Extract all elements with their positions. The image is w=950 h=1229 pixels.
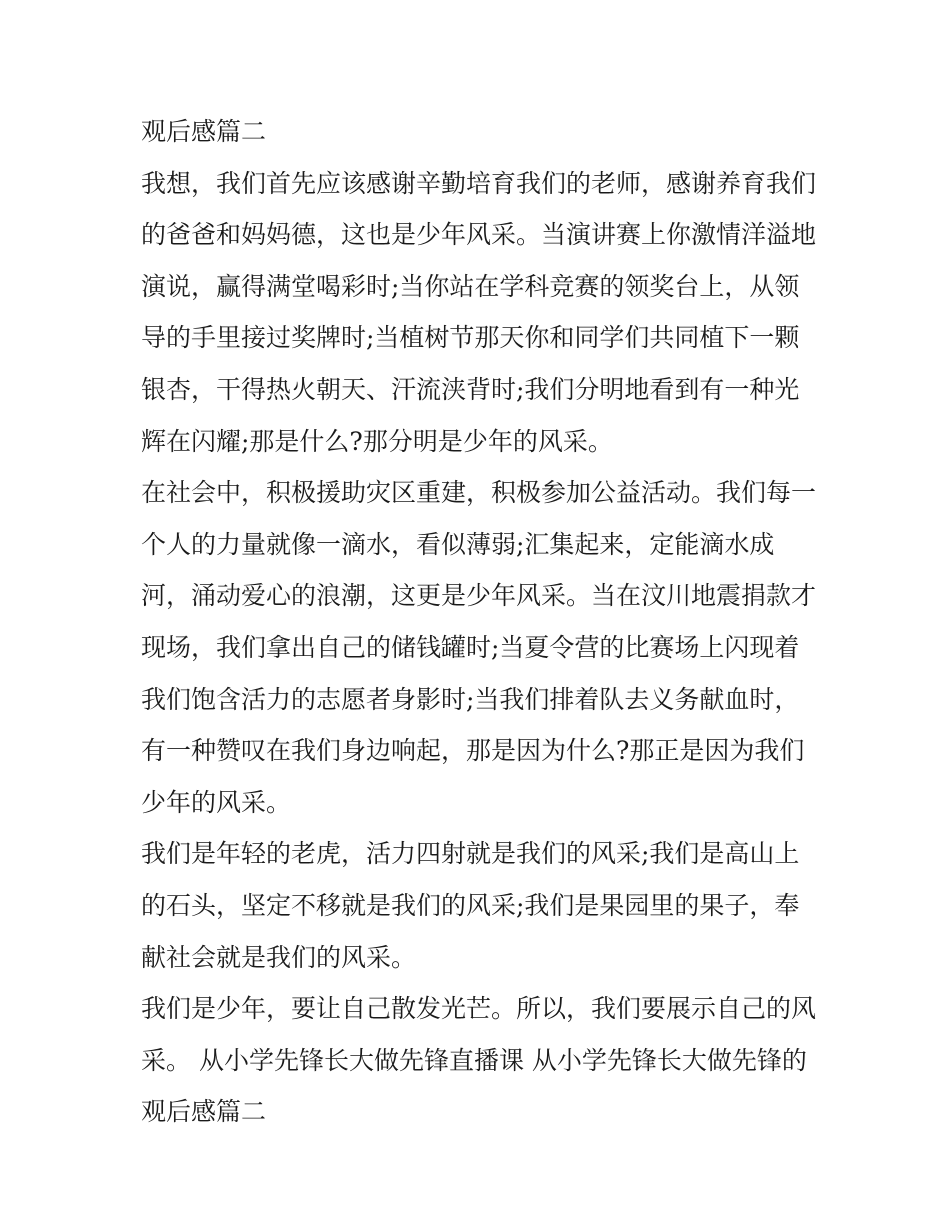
- text-line: 献社会就是我们的风采。: [141, 942, 417, 972]
- section-heading: 观后感篇二: [141, 1097, 267, 1127]
- text-line: 的爸爸和妈妈德，这也是少年风采。当演讲赛上你激情洋溢地: [141, 220, 817, 250]
- text-line: 我们饱含活力的志愿者身影时;当我们排着队去义务献血时，: [141, 684, 800, 714]
- text-line: 河，涌动爱心的浪潮，这更是少年风采。当在汶川地震捐款才: [141, 581, 817, 611]
- text-line: 导的手里接过奖牌时;当植树节那天你和同学们共同植下一颗: [141, 323, 800, 353]
- text-line: 采。 从小学先锋长大做先锋直播课 从小学先锋长大做先锋的: [141, 1045, 807, 1075]
- text-line: 有一种赞叹在我们身边响起，那是因为什么?那正是因为我们: [141, 736, 805, 766]
- text-line: 演说，赢得满堂喝彩时;当你站在学科竞赛的领奖台上，从领: [141, 271, 800, 301]
- document-body: [141, 106, 821, 1138]
- text-line: 我们是年轻的老虎，活力四射就是我们的风采;我们是高山上: [141, 839, 800, 869]
- text-line: 的石头，坚定不移就是我们的风采;我们是果园里的果子，奉: [141, 890, 800, 920]
- text-line: 在社会中，积极援助灾区重建，积极参加公益活动。我们每一: [141, 478, 817, 508]
- section-heading: 观后感篇二: [141, 117, 267, 146]
- text-line: 银杏，干得热火朝天、汗流浃背时;我们分明地看到有一种光: [141, 374, 800, 404]
- text-line: 个人的力量就像一滴水，看似薄弱;汇集起来，定能滴水成: [141, 529, 775, 559]
- text-line: 辉在闪耀;那是什么?那分明是少年的风采。: [141, 426, 613, 456]
- text-line: 现场，我们拿出自己的储钱罐时;当夏令营的比赛场上闪现着: [141, 632, 800, 662]
- text-line: 少年的风采。: [141, 787, 292, 817]
- text-line: 我们是少年，要让自己散发光芒。所以，我们要展示自己的风: [141, 994, 817, 1024]
- text-line: 我想，我们首先应该感谢辛勤培育我们的老师，感谢养育我们: [141, 168, 817, 198]
